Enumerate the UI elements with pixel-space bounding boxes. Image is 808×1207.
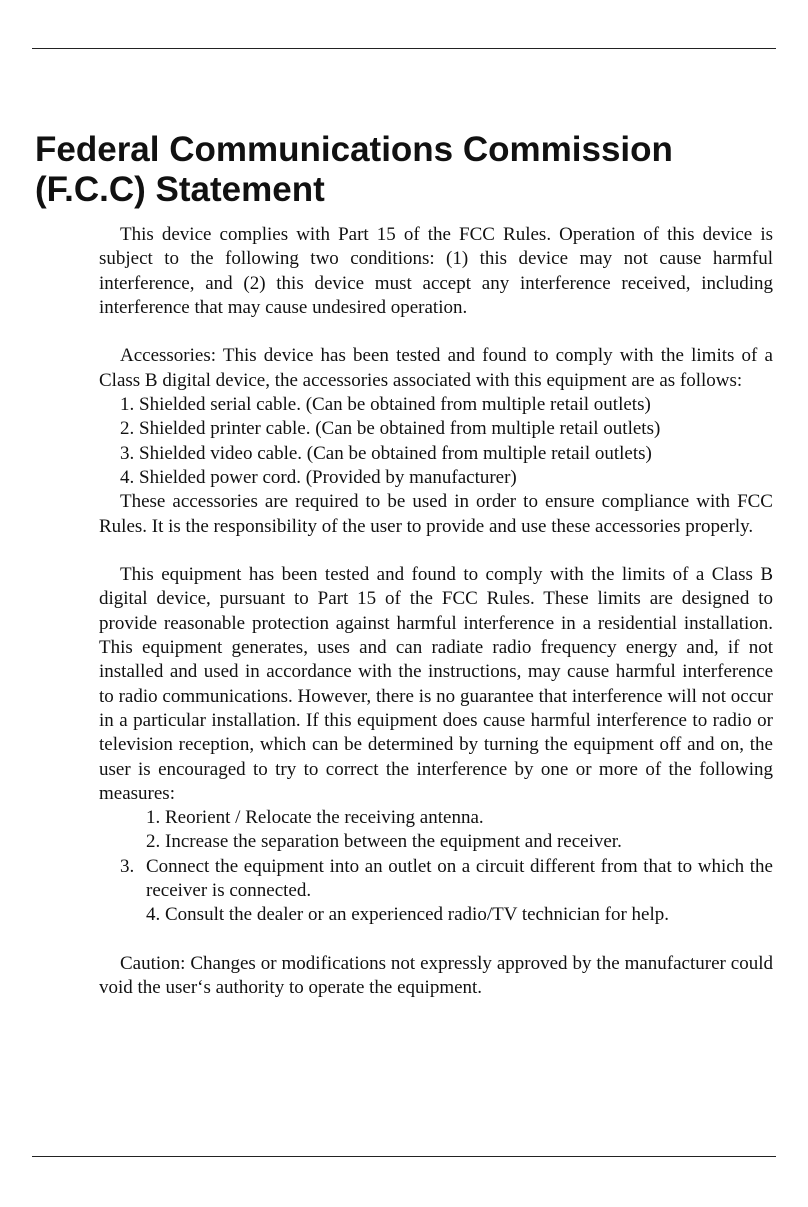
accessories-paragraph: Accessories: This device has been tested and found to comply with the limits of a Class B digital device, the accessories associated with this equipment are as follows: bbox=[99, 345, 773, 391]
list-item-number: 1. bbox=[146, 807, 165, 829]
bottom-rule bbox=[32, 1156, 776, 1157]
paragraph-spacer bbox=[99, 539, 773, 563]
list-item bbox=[99, 830, 773, 854]
list-item: 3. Shielded video cable. (Can be obtained from multiple retail outlets) bbox=[120, 442, 652, 464]
list-item-text: Connect the equipment into an outlet on a circuit different from that to which the receiver is connected. bbox=[146, 855, 773, 902]
caution-paragraph: Caution: Changes or modifications not expressly approved by the manufacturer could void the user‘s authority to operate the equipment. bbox=[99, 952, 773, 999]
intro-paragraph: This device complies with Part 15 of the FCC Rules. Operation of this device is subject to the following two conditions: (1) this device may not cause harmful interference, and (2) this device must accept any interference received, including interference that may cause undesired operation. bbox=[99, 224, 773, 318]
list-item-number: 2. bbox=[146, 831, 165, 853]
statement-body bbox=[99, 223, 773, 1001]
accessories-list bbox=[99, 393, 773, 490]
list-item bbox=[99, 903, 773, 927]
measures-list bbox=[99, 806, 773, 927]
list-item-text: Increase the separation between the equipment and receiver. bbox=[165, 831, 622, 853]
paragraph-spacer bbox=[99, 928, 773, 952]
top-rule bbox=[32, 48, 776, 49]
list-item-number: 4. bbox=[146, 904, 165, 926]
list-item bbox=[99, 806, 773, 830]
accessories-note: These accessories are required to be used in order to ensure compliance with FCC Rules. It is the responsibility of the user to provide and use these accessories properly. bbox=[99, 491, 773, 537]
class-b-paragraph: This equipment has been tested and found to comply with the limits of a Class B digital device, pursuant to Part 15 of the FCC Rules. These limits are designed to provide reasonable protection against harmful interference in a residential installation. This equipment generates, uses and can radiate radio frequency energy and, if not installed and used in accordance with the instructions, may cause harmful interference to radio communications. However, there is no guarantee that interference will not occur in a particular installation. If this equipment does cause harmful interference to radio or television reception, which can be determined by turning the equipment off and on, the user is encouraged to try to correct the interference by one or more of the following measures: bbox=[99, 564, 773, 804]
list-item-text: Consult the dealer or an experienced radio/TV technician for help. bbox=[165, 904, 670, 926]
paragraph-spacer bbox=[99, 320, 773, 344]
list-item-number: 3. bbox=[120, 855, 135, 877]
page-title bbox=[35, 130, 775, 210]
list-item bbox=[99, 855, 773, 904]
list-item: 2. Shielded printer cable. (Can be obtained from multiple retail outlets) bbox=[120, 418, 661, 440]
list-item-text: Reorient / Relocate the receiving antenna. bbox=[165, 807, 484, 829]
list-item: 4. Shielded power cord. (Provided by manufacturer) bbox=[120, 466, 517, 488]
page-title-line-2: (F.C.C) Statement bbox=[35, 170, 325, 209]
list-item: 1. Shielded serial cable. (Can be obtained from multiple retail outlets) bbox=[120, 394, 651, 416]
page-title-line-1: Federal Communications Commission bbox=[35, 130, 673, 169]
